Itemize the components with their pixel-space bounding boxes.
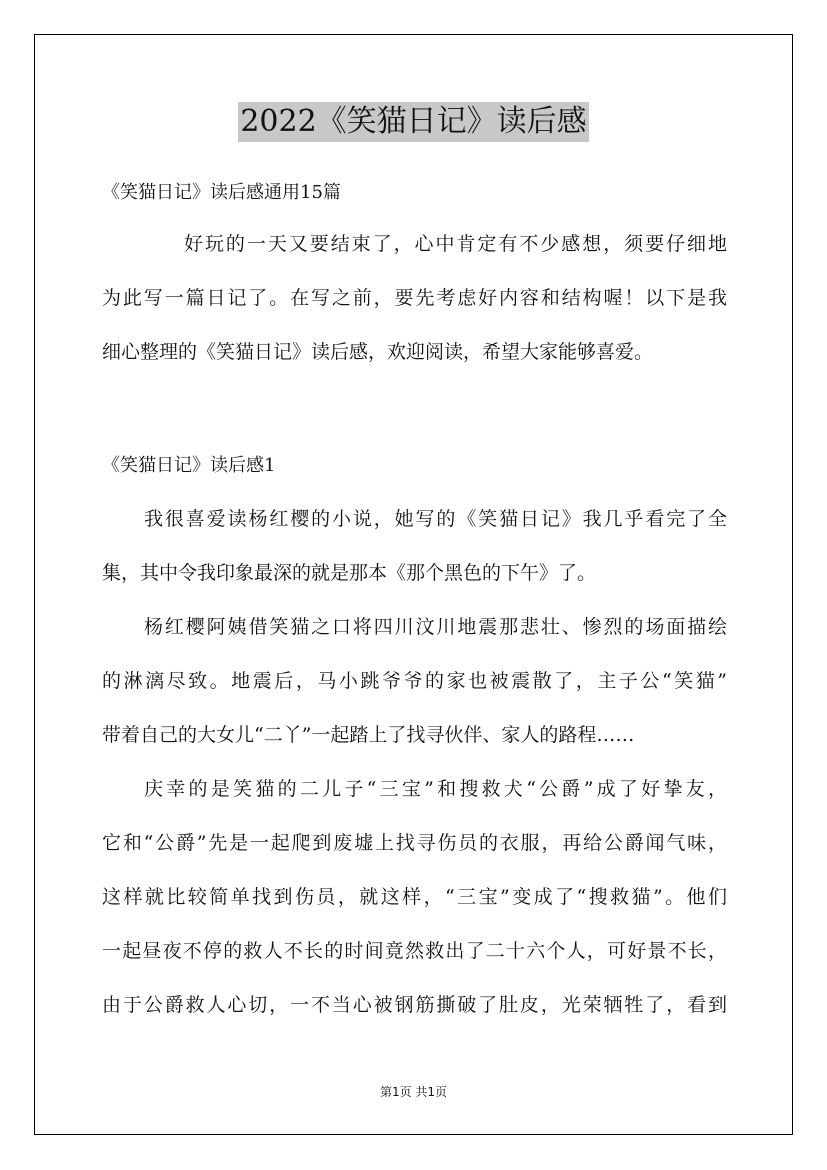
section-heading: 《笑猫日记》读后感1: [102, 455, 276, 476]
paragraph-line: 庆幸的是笑猫的二儿子“三宝”和搜救犬“公爵”成了好挚友，: [144, 778, 727, 800]
paragraph-line: 一起昼夜不停的救人不长的时间竟然救出了二十六个人，可好景不长，: [102, 940, 727, 962]
intro-paragraph: [102, 217, 727, 379]
paragraph-line: 的淋漓尽致。地震后，马小跳爷爷的家也被震散了，主子公“笑猫”: [102, 670, 727, 692]
document-subtitle: 《笑猫日记》读后感通用15篇: [102, 182, 341, 203]
paragraph-line: 由于公爵救人心切，一不当心被钢筋撕破了肚皮，光荣牺牲了，看到: [102, 994, 727, 1016]
intro-line: 细心整理的《笑猫日记》读后感，欢迎阅读，希望大家能够喜爱。: [102, 341, 654, 363]
paragraph-line: 集，其中令我印象最深的就是那本《那个黑色的下午》了。: [102, 562, 597, 584]
paragraph-line: 它和“公爵”先是一起爬到废墟上找寻伤员的衣服，再给公爵闻气味，: [102, 832, 727, 854]
body-paragraph-2: [102, 600, 727, 762]
body-paragraph-1: [102, 492, 727, 600]
paragraph-line: 这样就比较简单找到伤员，就这样，“三宝”变成了“搜救猫”。他们: [102, 886, 727, 908]
intro-line: 为此写一篇日记了。在写之前，要先考虑好内容和结构喔！以下是我: [102, 287, 727, 309]
paragraph-line: 杨红樱阿姨借笑猫之口将四川汶川地震那悲壮、惨烈的场面描绘: [144, 616, 727, 638]
paragraph-line: 我很喜爱读杨红樱的小说，她写的《笑猫日记》我几乎看完了全: [144, 508, 727, 530]
document-title: 2022《笑猫日记》读后感: [238, 102, 588, 142]
paragraph-line: 带着自己的大女儿“二丫”一起踏上了找寻伙伴、家人的路程……: [102, 724, 635, 746]
intro-line: 好玩的一天又要结束了，心中肯定有不少感想，须要仔细地: [184, 233, 727, 255]
page-footer: 第1页 共1页: [379, 1085, 448, 1099]
body-paragraph-3: [102, 762, 727, 1032]
title-container: [0, 102, 827, 142]
